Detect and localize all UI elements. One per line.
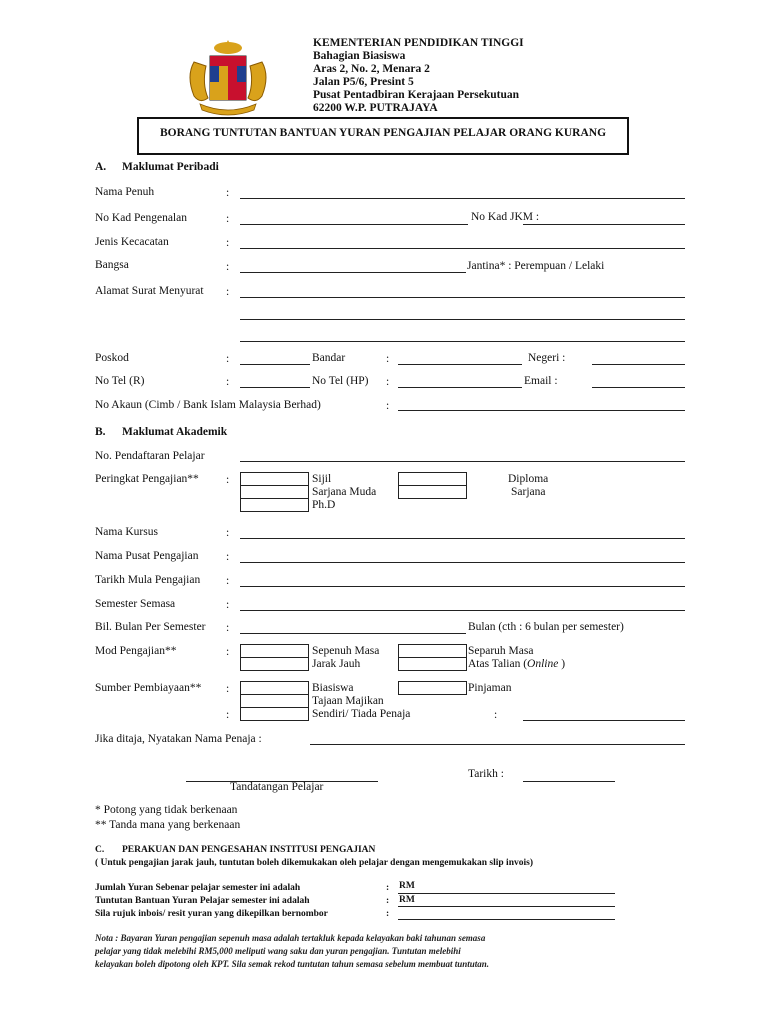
- colon: :: [386, 883, 390, 893]
- field-alamat-3[interactable]: [240, 341, 685, 342]
- footnote-potong: * Potong yang tidak berkenaan: [95, 804, 238, 816]
- colon: :: [386, 353, 390, 365]
- colon: :: [226, 527, 230, 539]
- colon: :: [386, 896, 390, 906]
- label-jantina: Jantina* : Perempuan / Lelaki: [467, 260, 605, 272]
- section-a-heading: Maklumat Peribadi: [122, 161, 219, 173]
- label-negeri: Negeri :: [528, 352, 566, 364]
- label-peringkat: Peringkat Pengajian**: [95, 473, 199, 485]
- checkbox-jarak-jauh[interactable]: [240, 657, 309, 671]
- label-inbois: Sila rujuk inbois/ resit yuran yang dikepilkan bernombor: [95, 909, 328, 919]
- section-c-letter: C.: [95, 845, 105, 855]
- option-atas-talian-c: ): [558, 658, 566, 670]
- rm-label-1: RM: [399, 881, 415, 891]
- label-no-kad: No Kad Pengenalan: [95, 212, 187, 224]
- field-negeri[interactable]: [592, 364, 685, 365]
- label-tarikh: Tarikh :: [468, 768, 504, 780]
- field-no-kad[interactable]: [240, 224, 468, 225]
- colon: :: [226, 376, 230, 388]
- colon: :: [226, 551, 230, 563]
- field-bil-bulan[interactable]: [240, 633, 466, 634]
- label-alamat: Alamat Surat Menyurat: [95, 285, 204, 297]
- label-bangsa: Bangsa: [95, 259, 129, 271]
- option-atas-talian: [468, 658, 565, 671]
- checkbox-sendiri[interactable]: [240, 707, 309, 721]
- section-a-letter: A.: [95, 161, 107, 173]
- field-bangsa[interactable]: [240, 272, 466, 273]
- label-email: Email :: [524, 375, 558, 387]
- colon: :: [226, 683, 230, 695]
- option-sarjana: Sarjana: [511, 486, 546, 498]
- colon: :: [226, 474, 230, 486]
- option-sepenuh-masa: Sepenuh Masa: [312, 645, 380, 657]
- checkbox-tajaan[interactable]: [240, 694, 309, 708]
- footnote-tanda: ** Tanda mana yang berkenaan: [95, 819, 241, 831]
- label-no-kad-jkm: No Kad JKM :: [471, 211, 540, 223]
- checkbox-sarjana-muda[interactable]: [240, 485, 309, 499]
- field-no-tel-hp[interactable]: [398, 387, 522, 388]
- address-line-1: Aras 2, No. 2, Menara 2: [313, 63, 430, 75]
- checkbox-phd[interactable]: [240, 498, 309, 512]
- colon: :: [386, 376, 390, 388]
- label-nama-pusat: Nama Pusat Pengajian: [95, 550, 199, 562]
- label-nama-kursus: Nama Kursus: [95, 526, 158, 538]
- label-tarikh-mula: Tarikh Mula Pengajian: [95, 574, 201, 586]
- option-diploma: Diploma: [508, 473, 549, 485]
- coat-of-arms-icon: [180, 40, 276, 118]
- colon: :: [226, 622, 230, 634]
- colon: :: [226, 213, 230, 225]
- section-b-heading: Maklumat Akademik: [122, 426, 228, 438]
- label-tuntutan-bantuan: Tuntutan Bantuan Yuran Pelajar semester ini adalah: [95, 896, 310, 906]
- ministry-name: KEMENTERIAN PENDIDIKAN TINGGI: [313, 37, 524, 49]
- checkbox-sijil[interactable]: [240, 472, 309, 486]
- section-c-heading: PERAKUAN DAN PENGESAHAN INSTITUSI PENGAJIAN: [122, 845, 376, 855]
- field-semester-semasa[interactable]: [240, 610, 685, 611]
- field-no-kad-jkm[interactable]: [523, 224, 685, 225]
- option-sijil: Sijil: [312, 473, 332, 485]
- label-semester-semasa: Semester Semasa: [95, 598, 176, 610]
- option-biasiswa: Biasiswa: [312, 682, 354, 694]
- label-jenis-kecacatan: Jenis Kecacatan: [95, 236, 169, 248]
- label-no-akaun: No Akaun (Cimb / Bank Islam Malaysia Berhad): [95, 399, 321, 411]
- field-no-akaun[interactable]: [398, 410, 685, 411]
- field-jumlah-yuran[interactable]: [398, 893, 615, 894]
- label-nama-penuh: Nama Penuh: [95, 186, 155, 198]
- field-tarikh-mula[interactable]: [240, 586, 685, 587]
- address-line-2: Jalan P5/6, Presint 5: [313, 76, 414, 88]
- option-pinjaman: Pinjaman: [468, 682, 512, 694]
- label-tandatangan: Tandatangan Pelajar: [230, 781, 324, 793]
- colon: :: [226, 646, 230, 658]
- colon: :: [386, 400, 390, 412]
- checkbox-sarjana[interactable]: [398, 485, 467, 499]
- field-nama-pusat[interactable]: [240, 562, 685, 563]
- nota-line-3: kelayakan boleh dipotong oleh KPT. Sila semak rekod tuntutan tahun semasa sebelum membuat tuntutan.: [95, 959, 489, 969]
- option-tajaan: Tajaan Majikan: [312, 695, 384, 707]
- option-separuh-masa: Separuh Masa: [468, 645, 534, 657]
- checkbox-pinjaman[interactable]: [398, 681, 467, 695]
- checkbox-diploma[interactable]: [398, 472, 467, 486]
- label-no-tel-r: No Tel (R): [95, 375, 145, 387]
- colon: :: [226, 599, 230, 611]
- colon: :: [386, 909, 390, 919]
- address-line-3: Pusat Pentadbiran Kerajaan Persekutuan: [313, 89, 520, 101]
- colon: :: [226, 187, 230, 199]
- nota-line-2: pelajar yang tidak melebihi RM5,000 meliputi wang saku dan yuran pengajian. Tuntutan melebihi: [95, 946, 461, 956]
- option-sendiri: Sendiri/ Tiada Penaja: [312, 708, 411, 720]
- section-b-letter: B.: [95, 426, 106, 438]
- nota-line-1: Nota : Bayaran Yuran pengajian sepenuh masa adalah tertakluk kepada kelayakan baki tahunan semasa: [95, 933, 486, 943]
- field-no-pendaftaran[interactable]: [240, 461, 685, 462]
- label-sumber: Sumber Pembiayaan**: [95, 682, 202, 694]
- field-jenis-kecacatan[interactable]: [240, 248, 685, 249]
- rm-label-2: RM: [399, 895, 415, 905]
- field-poskod[interactable]: [240, 364, 310, 365]
- field-tuntutan-bantuan[interactable]: [398, 906, 615, 907]
- colon: :: [226, 353, 230, 365]
- colon: :: [226, 237, 230, 249]
- form-title: BORANG TUNTUTAN BANTUAN YURAN PENGAJIAN PELAJAR ORANG KURANG: [159, 127, 607, 139]
- label-bandar: Bandar: [312, 352, 346, 364]
- field-tarikh[interactable]: [523, 781, 615, 782]
- field-nama-penaja[interactable]: [310, 744, 685, 745]
- colon: :: [226, 261, 230, 273]
- label-mod: Mod Pengajian**: [95, 645, 177, 657]
- checkbox-separuh-masa[interactable]: [398, 644, 467, 658]
- option-jarak-jauh: Jarak Jauh: [312, 658, 361, 670]
- field-nama-kursus[interactable]: [240, 538, 685, 539]
- label-poskod: Poskod: [95, 352, 129, 364]
- field-nama-penuh[interactable]: [240, 198, 685, 199]
- label-no-pendaftaran: No. Pendaftaran Pelajar: [95, 450, 205, 462]
- colon: :: [494, 709, 498, 721]
- bulan-note: Bulan (cth : 6 bulan per semester): [468, 621, 624, 633]
- field-alamat-1[interactable]: [240, 297, 685, 298]
- option-atas-talian-a: Atas Talian (: [468, 658, 528, 670]
- division-name: Bahagian Biasiswa: [313, 50, 406, 62]
- field-sumber-lain[interactable]: [523, 720, 685, 721]
- field-email[interactable]: [592, 387, 685, 388]
- section-c-subheading: ( Untuk pengajian jarak jauh, tuntutan boleh dikemukakan oleh pelajar dengan mengemukakan slip invois): [95, 858, 533, 868]
- field-bandar[interactable]: [398, 364, 522, 365]
- label-jumlah-yuran: Jumlah Yuran Sebenar pelajar semester ini adalah: [95, 883, 301, 893]
- checkbox-biasiswa[interactable]: [240, 681, 309, 695]
- field-alamat-2[interactable]: [240, 319, 685, 320]
- label-jika-ditaja: Jika ditaja, Nyatakan Nama Penaja :: [95, 733, 262, 745]
- option-phd: Ph.D: [312, 499, 336, 511]
- checkbox-sepenuh-masa[interactable]: [240, 644, 309, 658]
- field-no-tel-r[interactable]: [240, 387, 310, 388]
- label-no-tel-hp: No Tel (HP): [312, 375, 369, 387]
- option-atas-talian-online: Online: [527, 658, 559, 670]
- colon: :: [226, 575, 230, 587]
- checkbox-atas-talian[interactable]: [398, 657, 467, 671]
- field-inbois[interactable]: [398, 919, 615, 920]
- colon: :: [226, 286, 230, 298]
- option-sarjana-muda: Sarjana Muda: [312, 486, 377, 498]
- colon: :: [226, 709, 230, 721]
- label-bil-bulan: Bil. Bulan Per Semester: [95, 621, 206, 633]
- form-title-box: [137, 117, 629, 155]
- address-line-4: 62200 W.P. PUTRAJAYA: [313, 102, 438, 114]
